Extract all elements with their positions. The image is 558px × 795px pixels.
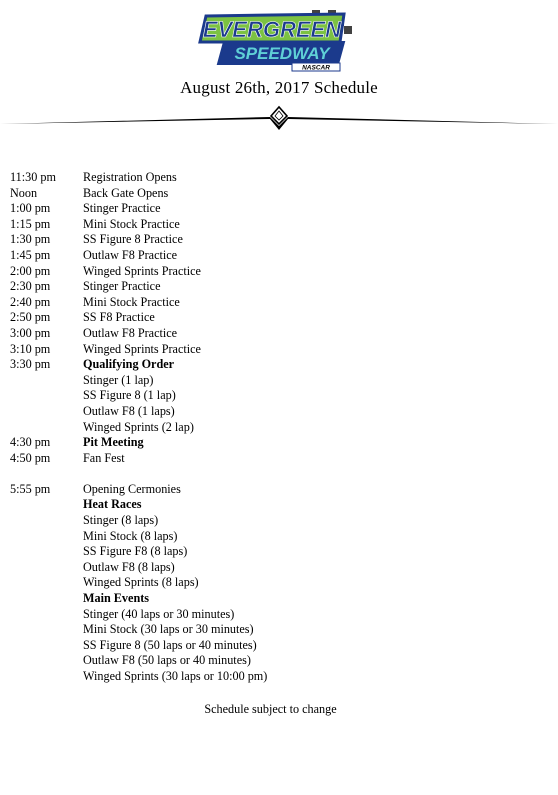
schedule-row — [10, 560, 267, 576]
schedule-time — [10, 638, 83, 654]
schedule-time: 1:45 pm — [10, 247, 51, 262]
svg-text:EVERGREEN: EVERGREEN — [202, 17, 342, 42]
schedule-event: Outlaw F8 Practice — [83, 247, 178, 262]
section-heading: Pit Meeting — [83, 435, 144, 450]
schedule-row — [10, 404, 267, 420]
schedule-row — [10, 279, 267, 295]
schedule-time: 2:30 pm — [10, 279, 51, 294]
schedule-event: SS Figure 8 (1 lap) — [83, 388, 176, 403]
schedule-event: SS Figure 8 Practice — [83, 232, 183, 247]
schedule-row — [10, 544, 267, 560]
svg-text:NASCAR: NASCAR — [302, 64, 330, 72]
schedule-time: 2:00 pm — [10, 263, 51, 278]
schedule-event: Outlaw F8 Practice — [83, 325, 178, 340]
schedule-row — [10, 669, 267, 685]
schedule-event: Stinger (40 laps or 30 minutes) — [83, 606, 235, 621]
schedule-row — [10, 497, 267, 513]
schedule-row — [10, 420, 267, 436]
schedule-time — [10, 560, 83, 576]
schedule-row — [10, 607, 267, 623]
schedule-event: Winged Sprints (30 laps or 10:00 pm) — [83, 669, 268, 683]
schedule-row — [10, 638, 267, 654]
schedule-time: 2:50 pm — [10, 310, 51, 325]
schedule-time — [10, 404, 83, 420]
schedule-time — [10, 544, 83, 560]
schedule-row — [10, 388, 267, 404]
schedule-row — [10, 575, 267, 591]
schedule-row — [10, 529, 267, 545]
schedule-time — [10, 529, 83, 545]
section-heading: Qualifying Order — [83, 357, 175, 372]
schedule-event: Stinger Practice — [83, 279, 161, 294]
schedule-row — [10, 653, 267, 669]
schedule-event: Mini Stock Practice — [83, 294, 180, 309]
schedule-event: Mini Stock Practice — [83, 216, 180, 231]
section-heading: Main Events — [83, 591, 150, 606]
evergreen-speedway-logo — [194, 8, 362, 72]
schedule-time: 1:15 pm — [10, 216, 51, 231]
schedule-time — [10, 466, 83, 482]
schedule-list — [10, 170, 267, 685]
schedule-event: Stinger Practice — [83, 201, 161, 216]
schedule-event: Back Gate Opens — [83, 185, 169, 200]
schedule-time: 1:00 pm — [10, 201, 51, 216]
schedule-time: 4:50 pm — [10, 450, 51, 465]
section-heading: Heat Races — [83, 497, 142, 512]
schedule-event: Winged Sprints Practice — [83, 341, 201, 356]
schedule-event: SS Figure F8 (8 laps) — [83, 544, 188, 559]
schedule-event: Fan Fest — [83, 450, 125, 465]
schedule-time — [10, 373, 83, 389]
svg-text:SPEEDWAY: SPEEDWAY — [234, 44, 330, 63]
schedule-row — [10, 248, 267, 264]
schedule-time — [10, 669, 83, 685]
spacer-row — [10, 466, 267, 482]
schedule-event: Outlaw F8 (8 laps) — [83, 559, 175, 574]
schedule-time — [10, 622, 83, 638]
ornamental-divider — [0, 102, 558, 134]
schedule-time: 5:55 pm — [10, 481, 51, 496]
schedule-time: 3:30 pm — [10, 357, 51, 372]
schedule-time — [10, 607, 83, 623]
schedule-event: SS F8 Practice — [83, 310, 155, 325]
schedule-time — [10, 420, 83, 436]
schedule-event: Stinger (1 lap) — [83, 372, 154, 387]
schedule-row — [10, 186, 267, 202]
schedule-event: Opening Cermonies — [83, 481, 181, 496]
schedule-row — [10, 217, 267, 233]
schedule-time — [10, 388, 83, 404]
schedule-time: 4:30 pm — [10, 435, 51, 450]
schedule-time: 3:00 pm — [10, 325, 51, 340]
schedule-event: SS Figure 8 (50 laps or 40 minutes) — [83, 637, 257, 652]
schedule-event: Stinger (8 laps) — [83, 513, 159, 528]
page-title: August 26th, 2017 Schedule — [180, 78, 378, 97]
schedule-event: Winged Sprints (2 lap) — [83, 419, 194, 434]
schedule-event: Mini Stock (30 laps or 30 minutes) — [83, 622, 254, 637]
schedule-time — [10, 591, 83, 607]
schedule-time: 1:30 pm — [10, 232, 51, 247]
schedule-event: Winged Sprints Practice — [83, 263, 201, 278]
schedule-event: Outlaw F8 (50 laps or 40 minutes) — [83, 653, 251, 668]
schedule-time: 2:40 pm — [10, 294, 51, 309]
schedule-event: Winged Sprints (8 laps) — [83, 575, 199, 590]
schedule-row — [10, 232, 267, 248]
schedule-row — [10, 451, 267, 467]
schedule-row — [10, 264, 267, 280]
schedule-row — [10, 295, 267, 311]
schedule-time — [10, 513, 83, 529]
schedule-event: Outlaw F8 (1 laps) — [83, 403, 175, 418]
schedule-time — [10, 575, 83, 591]
schedule-row — [10, 310, 267, 326]
schedule-event: Mini Stock (8 laps) — [83, 528, 178, 543]
schedule-time — [10, 653, 83, 669]
schedule-time — [10, 497, 83, 513]
schedule-row — [10, 357, 267, 373]
schedule-row — [10, 170, 267, 186]
schedule-row — [10, 482, 267, 498]
schedule-row — [10, 342, 267, 358]
schedule-row — [10, 622, 267, 638]
schedule-time: 11:30 pm — [10, 170, 56, 184]
schedule-row — [10, 435, 267, 451]
schedule-row — [10, 201, 267, 217]
schedule-time: Noon — [10, 185, 38, 200]
schedule-row — [10, 591, 267, 607]
schedule-row — [10, 373, 267, 389]
disclaimer-text: Schedule subject to change — [204, 702, 337, 716]
schedule-row — [10, 326, 267, 342]
schedule-row — [10, 513, 267, 529]
schedule-event: Registration Opens — [83, 170, 177, 184]
schedule-time: 3:10 pm — [10, 341, 51, 356]
